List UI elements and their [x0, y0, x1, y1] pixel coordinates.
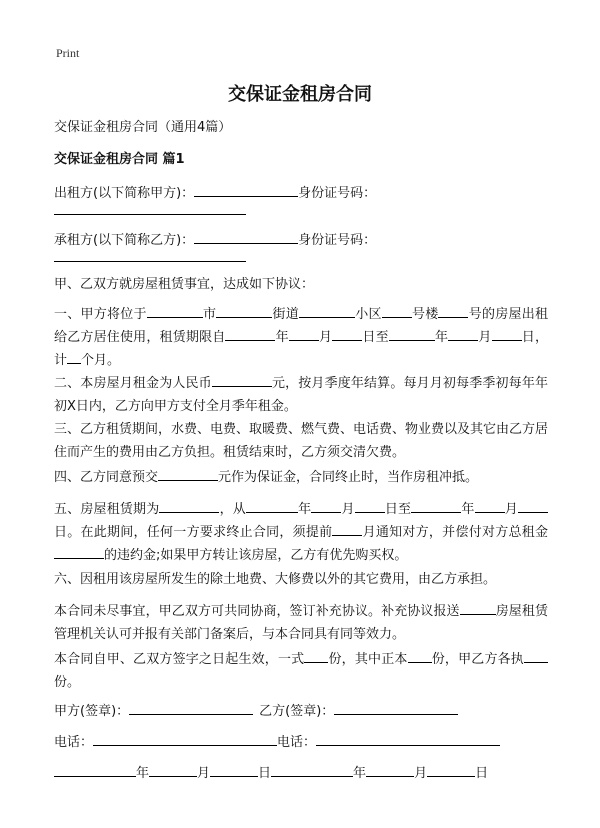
blank [492, 328, 522, 341]
clause-1-text: 月 [318, 330, 333, 345]
blank [225, 328, 275, 341]
party-b-phone-label: 电话： [277, 735, 317, 750]
blank [159, 500, 219, 513]
party-a-day-blank [210, 764, 258, 777]
blank [289, 328, 319, 341]
clause-5-text: 年 [461, 502, 475, 517]
party-a-signature-blank [129, 702, 253, 715]
party-a-year-blank [54, 764, 136, 777]
blank [54, 546, 104, 559]
party-b-month-blank [366, 764, 414, 777]
lessor-line [54, 184, 376, 203]
effect-clause [54, 648, 548, 694]
clause-5-text: 日。在此期间，任何一方要求终止合同，须提前 [54, 525, 333, 540]
blank [147, 305, 203, 318]
clause-2 [54, 372, 548, 418]
blank [460, 602, 496, 615]
lessee-name-blank [194, 231, 298, 244]
phone-line [54, 733, 500, 752]
party-b-signature-blank [334, 702, 458, 715]
clause-5-text: 月 [341, 502, 355, 517]
clause-1-text: 月 [478, 330, 492, 345]
doc-subtitle: 交保证金租房合同（通用4篇） [54, 120, 232, 135]
clause-2-text: 二、本房屋月租金为人民币 [54, 376, 212, 391]
lessee-id-blank [54, 261, 246, 262]
blank [475, 500, 505, 513]
clause-1-text: 一、甲方将位于 [54, 307, 147, 322]
day-label: 日 [258, 766, 272, 781]
party-a-month-blank [149, 764, 197, 777]
party-a-phone-blank [93, 733, 277, 746]
blank [411, 500, 461, 513]
blank [332, 328, 362, 341]
party-b-signature-label: 乙方(签章)： [259, 704, 335, 719]
print-link[interactable]: Print [56, 46, 80, 60]
blank [448, 328, 478, 341]
effect-text: 份，甲乙方各执 [431, 652, 524, 667]
clause-6: 六、因租用该房屋所发生的除土地费、大修费以外的其它费用，由乙方承担。 [54, 572, 497, 587]
clause-5-text: 月通知对方，并偿付对方总租金 [362, 525, 548, 540]
signature-line [54, 702, 458, 721]
lessor-id-label: 身份证号码： [298, 186, 377, 201]
clause-4-text: 四、乙方同意预交 [54, 470, 159, 485]
month-label: 月 [414, 766, 428, 781]
lessor-name-blank [194, 184, 298, 197]
month-label: 月 [197, 766, 211, 781]
blank [518, 500, 548, 513]
clause-1-text: 街道 [272, 307, 299, 322]
party-a-signature-label: 甲方(签章)： [54, 704, 130, 719]
party-b-phone-blank [316, 733, 500, 746]
lessee-id-label: 身份证号码： [298, 233, 377, 248]
blank [524, 650, 548, 663]
clause-1-text: 市 [202, 307, 217, 322]
page-title: 交保证金租房合同 [228, 84, 372, 105]
clause-1-text: 小区 [354, 307, 382, 322]
lessee-label: 承租方(以下简称乙方)： [54, 233, 195, 248]
clause-5-text: 的违约金;如果甲方转让该房屋，乙方有优先购买权。 [104, 548, 408, 563]
blank [299, 305, 355, 318]
blank [408, 650, 432, 663]
clause-4 [54, 466, 548, 489]
lessee-line [54, 231, 376, 250]
blank [355, 500, 385, 513]
blank [311, 500, 341, 513]
blank [332, 523, 362, 536]
clause-5-text: 年 [297, 502, 312, 517]
party-b-year-blank [271, 764, 353, 777]
supplement-text: 房屋租赁管理机关认可并报有关部门备案后，与本合同具有同等效力。 [54, 604, 548, 642]
lessor-label: 出租方(以下简称甲方)： [54, 186, 195, 201]
effect-text: 份，其中正本 [328, 652, 408, 667]
blank [67, 351, 81, 364]
clause-1-text: 年 [275, 330, 289, 345]
clause-5 [54, 498, 548, 567]
blank [438, 305, 468, 318]
party-b-day-blank [427, 764, 475, 777]
clause-1-text: 房屋出租给乙方居住使用，租赁期限自 [54, 307, 548, 345]
effect-text: 本合同自甲、乙双方签字之日起生效，一式 [54, 652, 305, 667]
blank [304, 650, 328, 663]
section-heading: 交保证金租房合同 篇1 [54, 152, 185, 167]
blank [212, 374, 272, 387]
blank [246, 500, 298, 513]
year-label: 年 [136, 766, 150, 781]
year-label: 年 [353, 766, 367, 781]
blank [389, 328, 435, 341]
party-a-phone-label: 电话： [54, 735, 94, 750]
clause-4-text: 元作为保证金，合同终止时，当作房租冲抵。 [218, 470, 479, 485]
blank [216, 305, 272, 318]
blank [158, 468, 218, 481]
agreement-intro: 甲、乙双方就房屋租赁事宜，达成如下协议： [54, 277, 315, 292]
clause-1-text: 个月。 [81, 353, 121, 368]
clause-5-text: 日至 [384, 502, 412, 517]
blank [382, 305, 412, 318]
clause-5-text: 月 [504, 502, 518, 517]
clause-5-text: ，从 [219, 502, 246, 517]
effect-text: 份。 [54, 675, 81, 690]
clause-5-text: 五、房屋租赁期为 [54, 502, 160, 517]
clause-1-text: 号的 [468, 307, 496, 322]
clause-1-text: 号楼 [411, 307, 439, 322]
lessor-id-blank [54, 214, 246, 215]
clause-1-text: 日，计 [54, 330, 548, 368]
supplement-clause [54, 600, 548, 646]
clause-3: 三、乙方租赁期间，水费、电费、取暖费、燃气费、电话费、物业费以及其它由乙方居住而产生的费用由乙方负担。租赁结束时，乙方须交清欠费。 [54, 422, 549, 460]
clause-2-text: 元，按月季度年结算。每月月初每季季初每年年初X日内，乙方向甲方支付全月季年租金。 [54, 376, 548, 414]
clause-1-text: 日至 [362, 330, 389, 345]
clause-1-text: 年 [434, 330, 449, 345]
clause-1 [54, 303, 548, 372]
supplement-text: 本合同未尽事宜，甲乙双方可共同协商，签订补充协议。补充协议报送 [54, 604, 460, 619]
day-label: 日 [475, 766, 489, 781]
date-line [54, 764, 488, 783]
